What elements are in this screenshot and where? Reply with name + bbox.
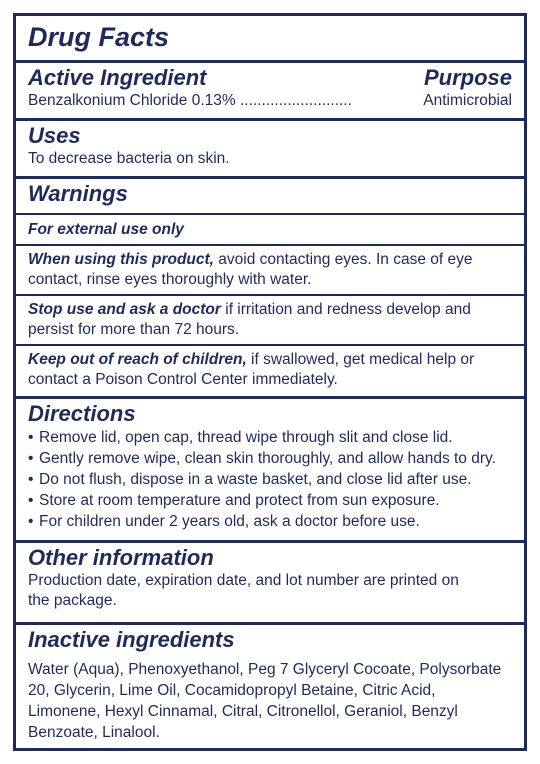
other-information-section — [16, 545, 524, 611]
active-ingredient-section — [16, 65, 524, 111]
inactive-ingredients-heading: Inactive ingredients — [28, 627, 235, 652]
uses-heading: Uses — [28, 123, 81, 148]
directions-list — [28, 427, 512, 532]
keep-out-warning — [16, 350, 524, 390]
divider — [16, 622, 524, 625]
inactive-ingredients-text: Water (Aqua), Phenoxyethanol, Peg 7 Glyceryl Cocoate, Polysorbate 20, Glycerin, Lime Oil, Cocamidopropyl Betaine, Citric Acid, Limonene, Hexyl Cinnamal, Citral, Citronellol, Geraniol, Benzyl Benzoate, Linalool. — [28, 661, 502, 741]
drug-facts-panel — [13, 13, 527, 751]
inactive-ingredients-section — [16, 627, 524, 743]
list-item: • For children under 2 years old, ask a doctor before use. — [28, 513, 420, 530]
warnings-section — [16, 181, 524, 207]
when-using-warning — [16, 250, 524, 290]
keep-out-text: if swallowed, get medical help or contact a Poison Control Center immediately. — [28, 351, 475, 388]
stop-use-warning — [16, 300, 524, 340]
when-using-text: avoid contacting eyes. In case of eye contact, rinse eyes thoroughly with water. — [28, 251, 473, 288]
divider — [16, 118, 524, 121]
divider — [16, 60, 524, 63]
list-item: • Do not flush, dispose in a waste basket, and close lid after use. — [28, 471, 472, 488]
external-use-warning: For external use only — [28, 221, 184, 238]
active-ingredient-text: Benzalkonium Chloride 0.13% .......................... — [28, 92, 352, 109]
divider — [16, 244, 524, 246]
divider — [16, 294, 524, 296]
uses-section — [16, 123, 524, 169]
warnings-heading: Warnings — [28, 181, 128, 206]
divider — [16, 396, 524, 399]
active-ingredient-heading: Active Ingredient — [28, 65, 207, 90]
other-information-heading: Other information — [28, 545, 214, 570]
title-section — [16, 22, 524, 52]
when-using-label: When using this product, — [28, 251, 214, 268]
directions-section — [16, 401, 524, 532]
list-item: • Gently remove wipe, clean skin thoroughly, and allow hands to dry. — [28, 450, 496, 467]
stop-use-label: Stop use and ask a doctor — [28, 301, 221, 318]
divider — [16, 213, 524, 215]
divider — [16, 540, 524, 543]
divider — [16, 344, 524, 346]
divider — [16, 176, 524, 179]
list-item: • Remove lid, open cap, thread wipe through slit and close lid. — [28, 429, 453, 446]
purpose-text: Antimicrobial — [423, 92, 512, 109]
keep-out-label: Keep out of reach of children, — [28, 351, 247, 368]
uses-text: To decrease bacteria on skin. — [28, 150, 230, 167]
purpose-heading: Purpose — [423, 65, 512, 90]
drug-facts-title: Drug Facts — [28, 22, 170, 52]
list-item: • Store at room temperature and protect from sun exposure. — [28, 492, 440, 509]
stop-use-text: if irritation and redness develop and persist for more than 72 hours. — [28, 301, 471, 338]
directions-heading: Directions — [28, 401, 136, 426]
other-information-text: Production date, expiration date, and lot number are printed on the package. — [28, 572, 459, 609]
